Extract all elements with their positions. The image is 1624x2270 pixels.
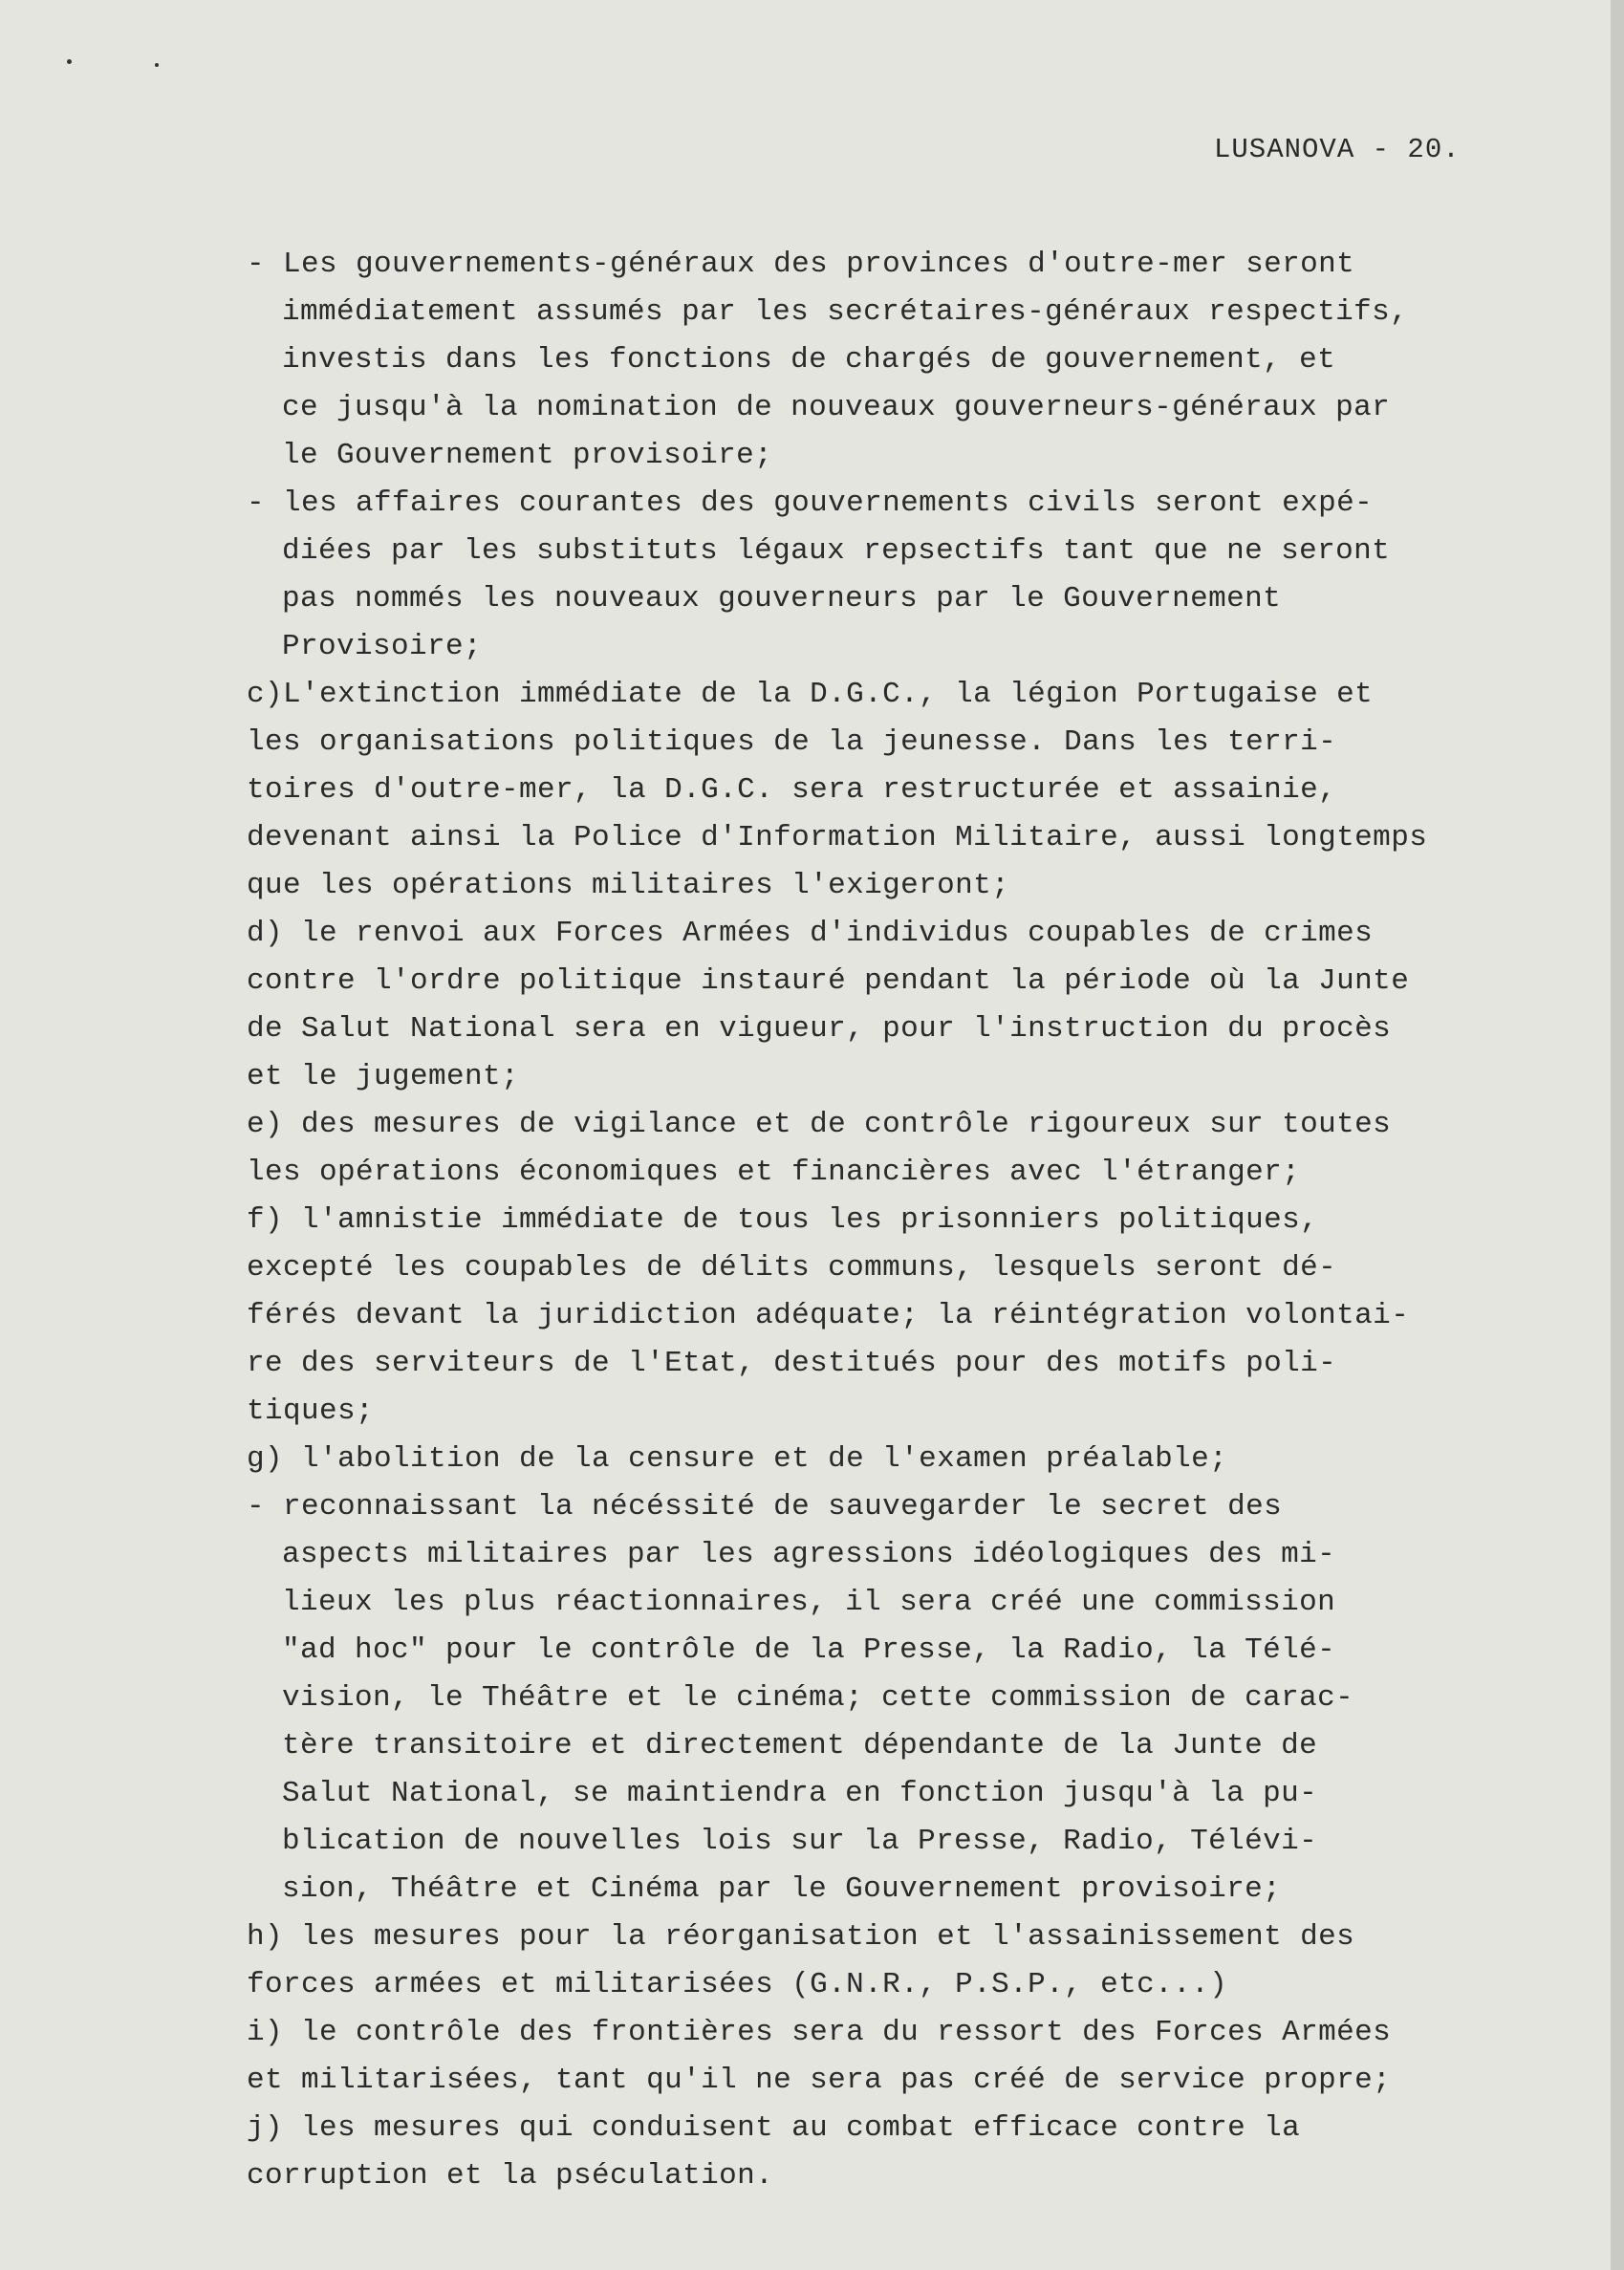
text-line: que les opérations militaires l'exigeront; [247,869,1010,902]
text-line: les opérations économiques et financières avec l'étranger; [247,1156,1301,1189]
text-line: Salut National, se maintiendra en fonction jusqu'à la pu- [282,1777,1318,1810]
text-line: corruption et la pséculation. [247,2159,774,2193]
text-line: lieux les plus réactionnaires, il sera créé une commission [282,1586,1336,1619]
text-line: contre l'ordre politique instauré pendant la période où la Junte [247,964,1410,998]
text-line: blication de nouvelles lois sur la Presse, Radio, Télévi- [282,1825,1318,1858]
text-line: i) le contrôle des frontières sera du ressort des Forces Armées [247,2016,1392,2049]
text-line: h) les mesures pour la réorganisation et l'assainissement des [247,1920,1355,1954]
text-line: Provisoire; [282,630,483,663]
text-line: devenant ainsi la Police d'Information Militaire, aussi longtemps [247,821,1428,854]
text-line: - reconnaissant la nécéssité de sauvegarder le secret des [247,1490,1283,1524]
text-line: - Les gouvernements-généraux des provinces d'outre-mer seront [247,248,1355,281]
text-line: férés devant la juridiction adéquate; la réintégration volontai- [247,1299,1410,1332]
page-header: LUSANOVA - 20. [1214,134,1461,165]
scan-speck [155,63,159,67]
text-line: - les affaires courantes des gouvernements civils seront expé- [247,486,1374,520]
scan-speck [67,59,72,64]
scan-edge [1611,0,1624,2270]
text-line: g) l'abolition de la censure et de l'examen préalable; [247,1442,1228,1476]
text-line: investis dans les fonctions de chargés de gouvernement, et [282,343,1336,377]
text-line: sion, Théâtre et Cinéma par le Gouvernement provisoire; [282,1872,1282,1906]
text-line: immédiatement assumés par les secrétaires-généraux respectifs, [282,295,1409,329]
text-line: pas nommés les nouveaux gouverneurs par le Gouvernement [282,582,1282,616]
text-line: re des serviteurs de l'Etat, destitués pour des motifs poli- [247,1347,1337,1380]
text-line: les organisations politiques de la jeunesse. Dans les terri- [247,725,1337,759]
text-line: vision, le Théâtre et le cinéma; cette commission de carac- [282,1681,1354,1715]
text-line: ce jusqu'à la nomination de nouveaux gouverneurs-généraux par [282,391,1391,424]
text-line: le Gouvernement provisoire; [282,439,773,472]
text-line: e) des mesures de vigilance et de contrôle rigoureux sur toutes [247,1108,1392,1141]
document-body [247,241,1489,2200]
text-line: excepté les coupables de délits communs, lesquels seront dé- [247,1251,1337,1285]
text-line: f) l'amnistie immédiate de tous les prisonniers politiques, [247,1203,1319,1237]
text-line: de Salut National sera en vigueur, pour l'instruction du procès [247,1012,1392,1046]
text-line: aspects militaires par les agressions idéologiques des mi- [282,1538,1336,1571]
text-line: diées par les substituts légaux repsectifs tant que ne seront [282,534,1391,568]
text-line: c)L'extinction immédiate de la D.G.C., la légion Portugaise et [247,678,1374,711]
text-line: et le jugement; [247,1060,520,1093]
text-line: d) le renvoi aux Forces Armées d'individus coupables de crimes [247,917,1374,950]
text-line: "ad hoc" pour le contrôle de la Presse, la Radio, la Télé- [282,1633,1336,1667]
text-line: j) les mesures qui conduisent au combat efficace contre la [247,2111,1301,2145]
text-line: tiques; [247,1394,375,1428]
text-line: et militarisées, tant qu'il ne sera pas créé de service propre; [247,2064,1392,2097]
text-line: toires d'outre-mer, la D.G.C. sera restructurée et assainie, [247,773,1337,807]
text-line: tère transitoire et directement dépendante de la Junte de [282,1729,1318,1762]
text-line: forces armées et militarisées (G.N.R., P.S.P., etc...) [247,1968,1228,2001]
